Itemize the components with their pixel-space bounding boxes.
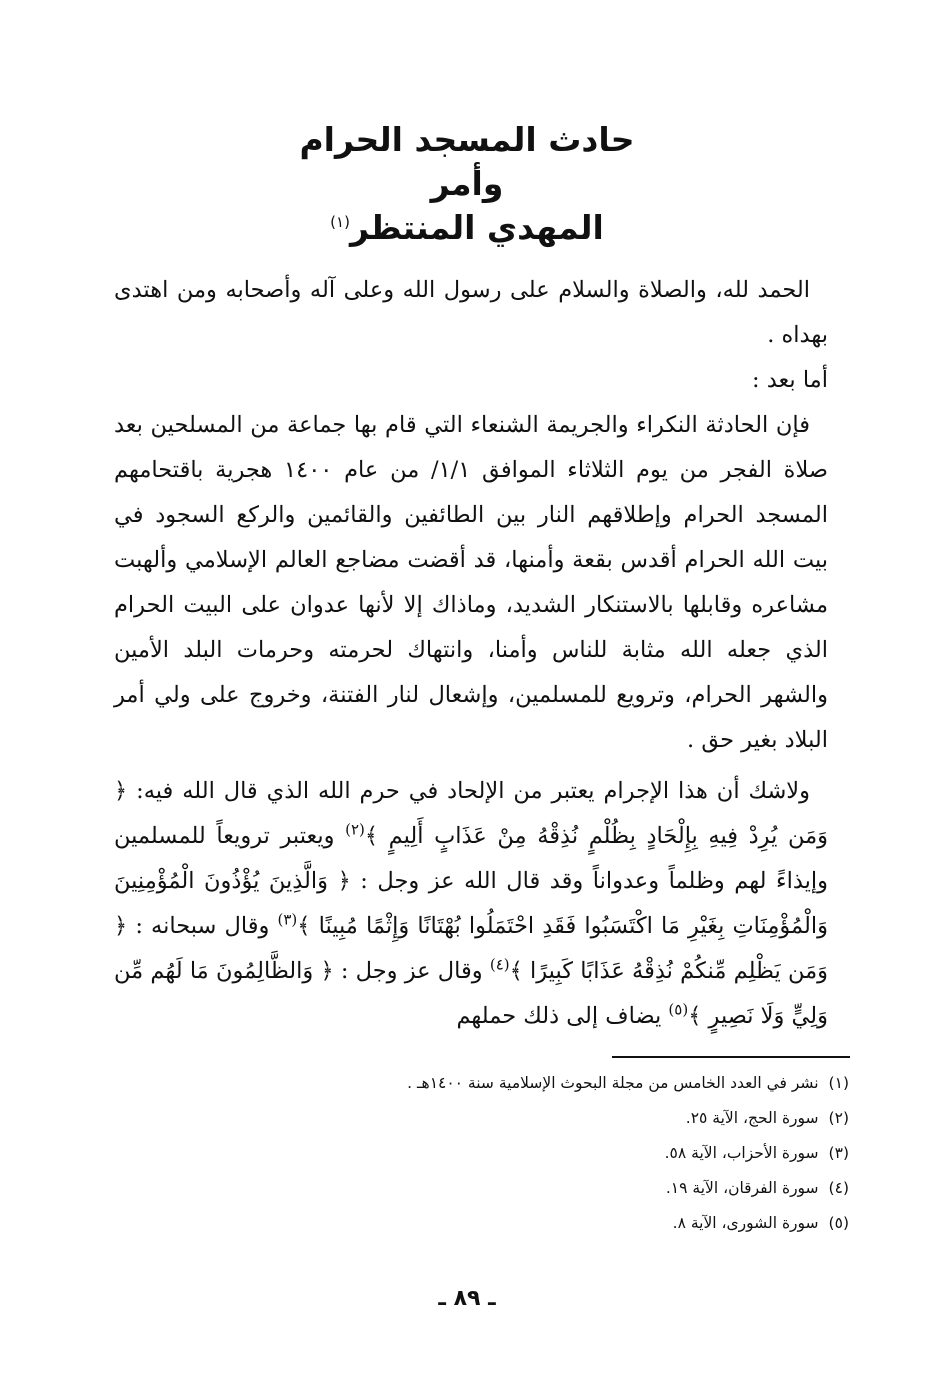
footnotes [114,1066,849,1241]
footnote-4-number: (٤) [828,1179,849,1197]
ruling-text-e: يضاف إلى ذلك حملهم [456,1003,669,1029]
title-line-3-text: المهدي المنتظر [349,208,604,247]
footnote-3-text: سورة الأحزاب، الآية ٥٨. [664,1144,819,1162]
quran-verse-4: ﴿ وَالظَّالِمُونَ مَا لَهُم مِّن وَلِيٍّ وَلَا نَصِيرٍ ﴾ [114,958,828,1029]
footnote-3-number: (٣) [828,1144,849,1162]
footnote-2-text: سورة الحج، الآية ٢٥. [685,1109,819,1127]
ruling-text-d: وقال عز وجل : [333,958,490,984]
footnote-ref-4: (٤) [489,955,510,974]
footnote-4 [114,1171,849,1206]
footnote-1-text: نشر في العدد الخامس من مجلة البحوث الإسلامية سنة ١٤٠٠هـ . [407,1074,819,1092]
footnote-2-number: (٢) [828,1109,849,1127]
footnote-divider [612,1056,850,1058]
quran-verse-3: ﴿ وَمَن يَظْلِم مِّنكُمْ نُذِقْهُ عَذَابًا كَبِيرًا ﴾ [114,913,828,984]
title-footnote-ref: (١) [330,213,350,231]
title-line-3 [100,206,834,250]
title-block [100,118,834,250]
page-number: ـ ٨٩ ـ [438,1286,496,1311]
footnote-1 [114,1066,849,1101]
footnote-ref-2: (٢) [345,820,365,839]
paragraph-opening: الحمد لله، والصلاة والسلام على رسول الله وعلى آله وأصحابه ومن اهتدى بهداه . [114,277,828,348]
paragraph-amma-baad: أما بعد : [752,367,828,393]
title-line-1: حادث المسجد الحرام [299,120,635,159]
ruling-text-b: ويعتبر ترويعاً للمسلمين وإيذاءً لهم وظلماً وعدواناً وقد قال الله عز وجل : [114,823,829,894]
footnote-4-text: سورة الفرقان، الآية ١٩. [665,1179,819,1197]
footnote-3 [114,1136,849,1171]
quran-verse-1: ﴿ وَمَن يُرِدْ فِيهِ بِإِلْحَادٍ بِظُلْمٍ نُذِقْهُ مِنْ عَذَابٍ أَلِيمٍ ﴾ [114,778,828,849]
ruling-text-a: ولاشك أن هذا الإجرام يعتبر من الإلحاد في حرم الله الذي قال الله فيه: [136,778,811,804]
body-text [114,268,828,1039]
title-line-2: وأمر [430,164,504,203]
paragraph-incident: فإن الحادثة النكراء والجريمة الشنعاء التي قام بها جماعة من المسلحين بعد صلاة الفجر من يوم الثلاثاء الموافق ١/١/ من عام ١٤٠٠ هجرية باقتحامهم المسجد الحرام وإطلاقهم النار بين الطائفين والقائمين والركع السجود في بيت الله الحرام أقدس بقعة وأمنها، قد أقضت مضاجع العالم الإسلامي وألهبت مشاعره وقابلها بالاستنكار الشديد، وماذاك إلا لأنها عدوان على البيت الحرام الذي جعله الله مثابة للناس وأمنا، وانتهاك لحرمته وحرمات البلد الأمين والشهر الحرام، وترويع للمسلمين، وإشعال لنار الفتنة، وخروج على ولي أمر البلاد بغير حق . [114,412,828,753]
ruling-text-c: وقال سبحانه : [127,913,278,939]
footnote-5-text: سورة الشورى، الآية ٨. [672,1214,819,1232]
footnote-ref-3: (٣) [277,910,298,929]
footnote-2 [114,1101,849,1136]
footnote-5 [114,1206,849,1241]
footnote-ref-5: (٥) [668,1000,689,1019]
quran-verse-2: ﴿ وَالَّذِينَ يُؤْذُونَ الْمُؤْمِنِينَ وَالْمُؤْمِنَاتِ بِغَيْرِ مَا اكْتَسَبُوا فَقَدِ احْتَمَلُوا بُهْتَانًا وَإِثْمًا مُبِينًا ﴾ [114,868,828,939]
footnote-1-number: (١) [828,1074,849,1092]
footnote-5-number: (٥) [828,1214,849,1232]
paragraph-ruling [114,769,828,1039]
